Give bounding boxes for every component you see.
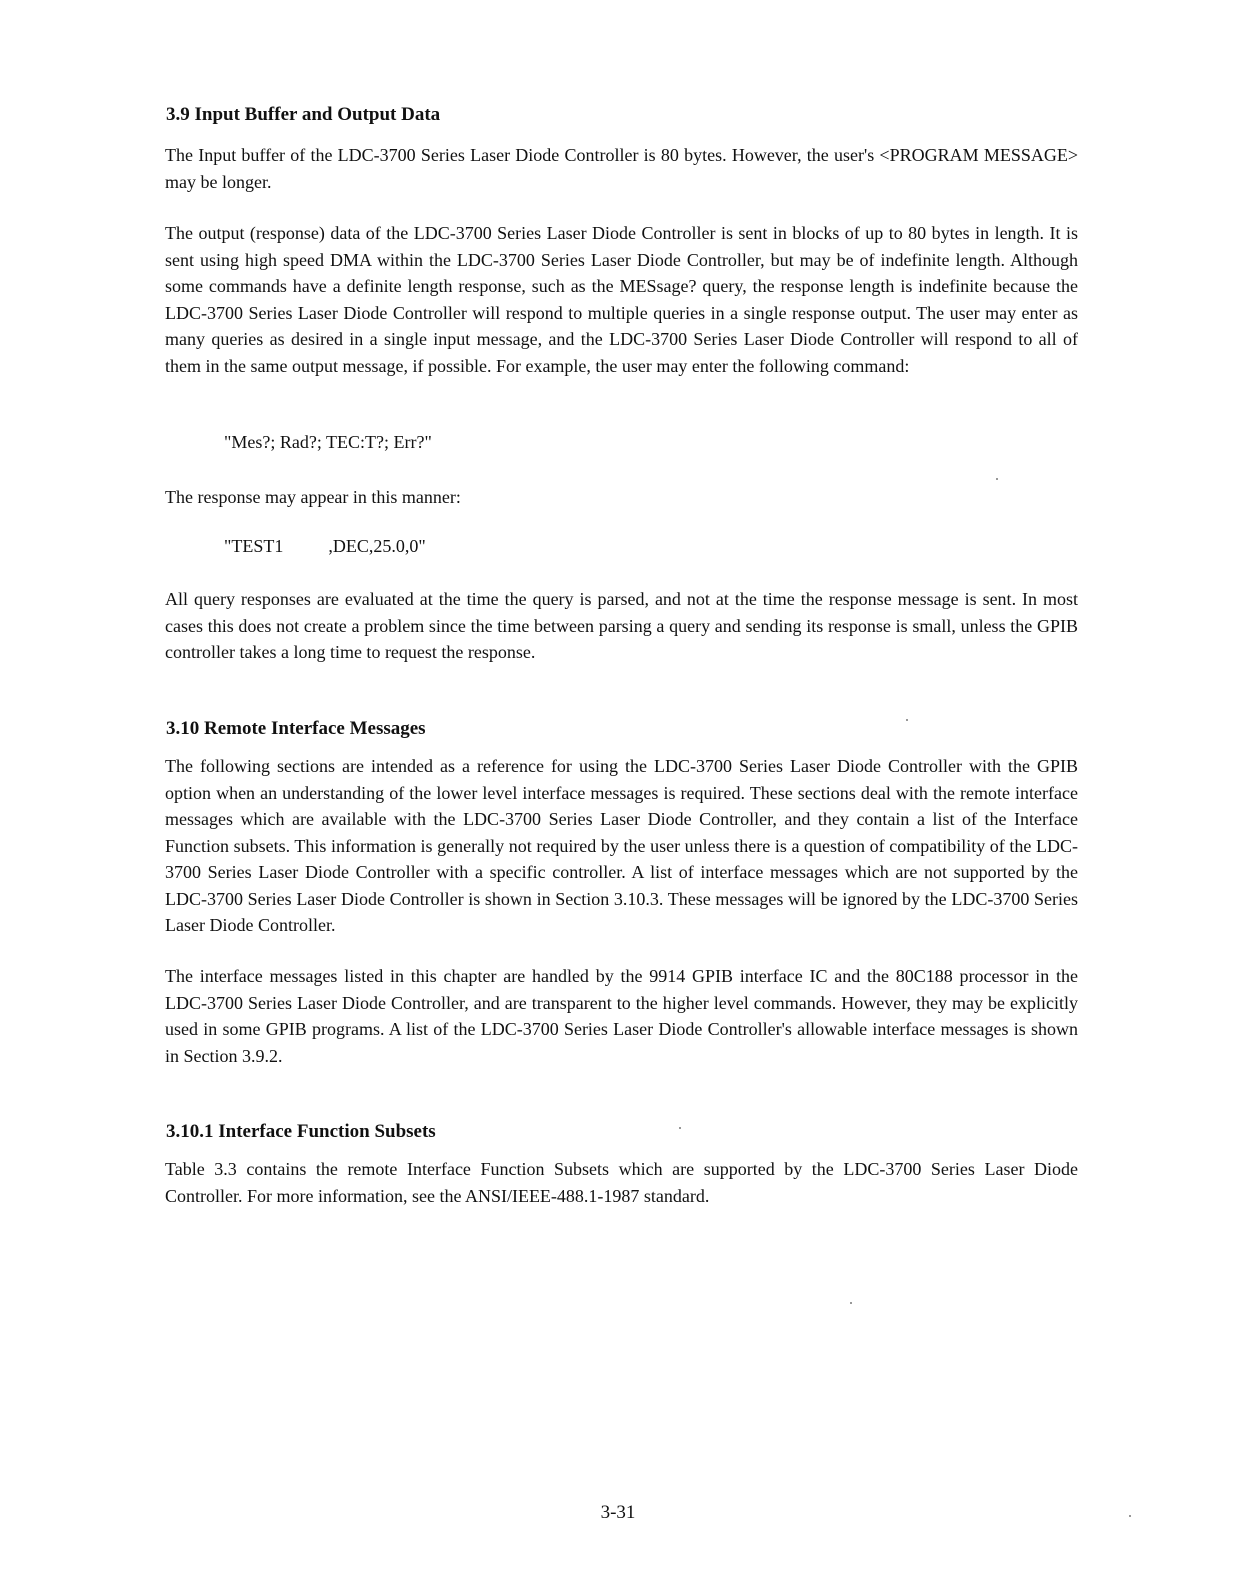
- section-3-9-heading: 3.9 Input Buffer and Output Data: [166, 104, 441, 125]
- scan-speck: [906, 719, 908, 721]
- scan-speck: [1129, 1515, 1131, 1517]
- section-3-9-paragraph-4: All query responses are evaluated at the time the query is parsed, and not at the time the response message is sent. In most cases this does not create a problem since the time between parsing a query and sending its response is small, unless the GPIB controller takes a long time to request the response.: [165, 589, 1078, 662]
- scan-speck: [850, 1302, 852, 1304]
- section-3-10-heading: 3.10 Remote Interface Messages: [166, 718, 426, 739]
- section-3-9-paragraph-3: The response may appear in this manner:: [165, 487, 461, 507]
- command-example: "Mes?; Rad?; TEC:T?; Err?": [224, 432, 432, 452]
- section-3-10-1-paragraph-1: Table 3.3 contains the remote Interface Function Subsets which are supported by the LDC-3700 Series Laser Diode Controller. For more information, see the ANSI/IEEE-488.1-1987 standard.: [165, 1159, 1078, 1206]
- page-number: 3-31: [600, 1502, 636, 1523]
- scan-speck: [679, 1127, 681, 1129]
- response-example: "TEST1 ,DEC,25.0,0": [224, 536, 426, 556]
- scan-speck: [996, 478, 998, 480]
- section-3-10-paragraph-2: The interface messages listed in this chapter are handled by the 9914 GPIB interface IC and the 80C188 processor in the LDC-3700 Series Laser Diode Controller, and are transparent to the higher level commands. However, they may be explicitly used in some GPIB programs. A list of the LDC-3700 Series Laser Diode Controller's allowable interface messages is shown in Section 3.9.2.: [165, 966, 1078, 1066]
- section-3-10-paragraph-1: The following sections are intended as a reference for using the LDC-3700 Series Laser Diode Controller with the GPIB option when an understanding of the lower level interface messages is required. These sections deal with the remote interface messages which are available with the LDC-3700 Series Laser Diode Controller, and they contain a list of the Interface Function subsets. This information is generally not required by the user unless there is a question of compatibility of the LDC-3700 Series Laser Diode Controller with a specific controller. A list of interface messages which are not supported by the LDC-3700 Series Laser Diode Controller is shown in Section 3.10.3. These messages will be ignored by the LDC-3700 Series Laser Diode Controller.: [165, 756, 1078, 935]
- section-3-10-1-heading: 3.10.1 Interface Function Subsets: [166, 1121, 436, 1142]
- section-3-9-paragraph-1: The Input buffer of the LDC-3700 Series Laser Diode Controller is 80 bytes. However, the user's <PROGRAM MESSAGE> may be longer.: [165, 145, 1078, 192]
- section-3-9-paragraph-2: The output (response) data of the LDC-3700 Series Laser Diode Controller is sent in blocks of up to 80 bytes in length. It is sent using high speed DMA within the LDC-3700 Series Laser Diode Controller, but may be of indefinite length. Although some commands have a definite length response, such as the MESsage? query, the response length is indefinite because the LDC-3700 Series Laser Diode Controller will respond to multiple queries in a single response output. The user may enter as many queries as desired in a single input message, and the LDC-3700 Series Laser Diode Controller will respond to all of them in the same output message, if possible. For example, the user may enter the following command:: [165, 223, 1078, 376]
